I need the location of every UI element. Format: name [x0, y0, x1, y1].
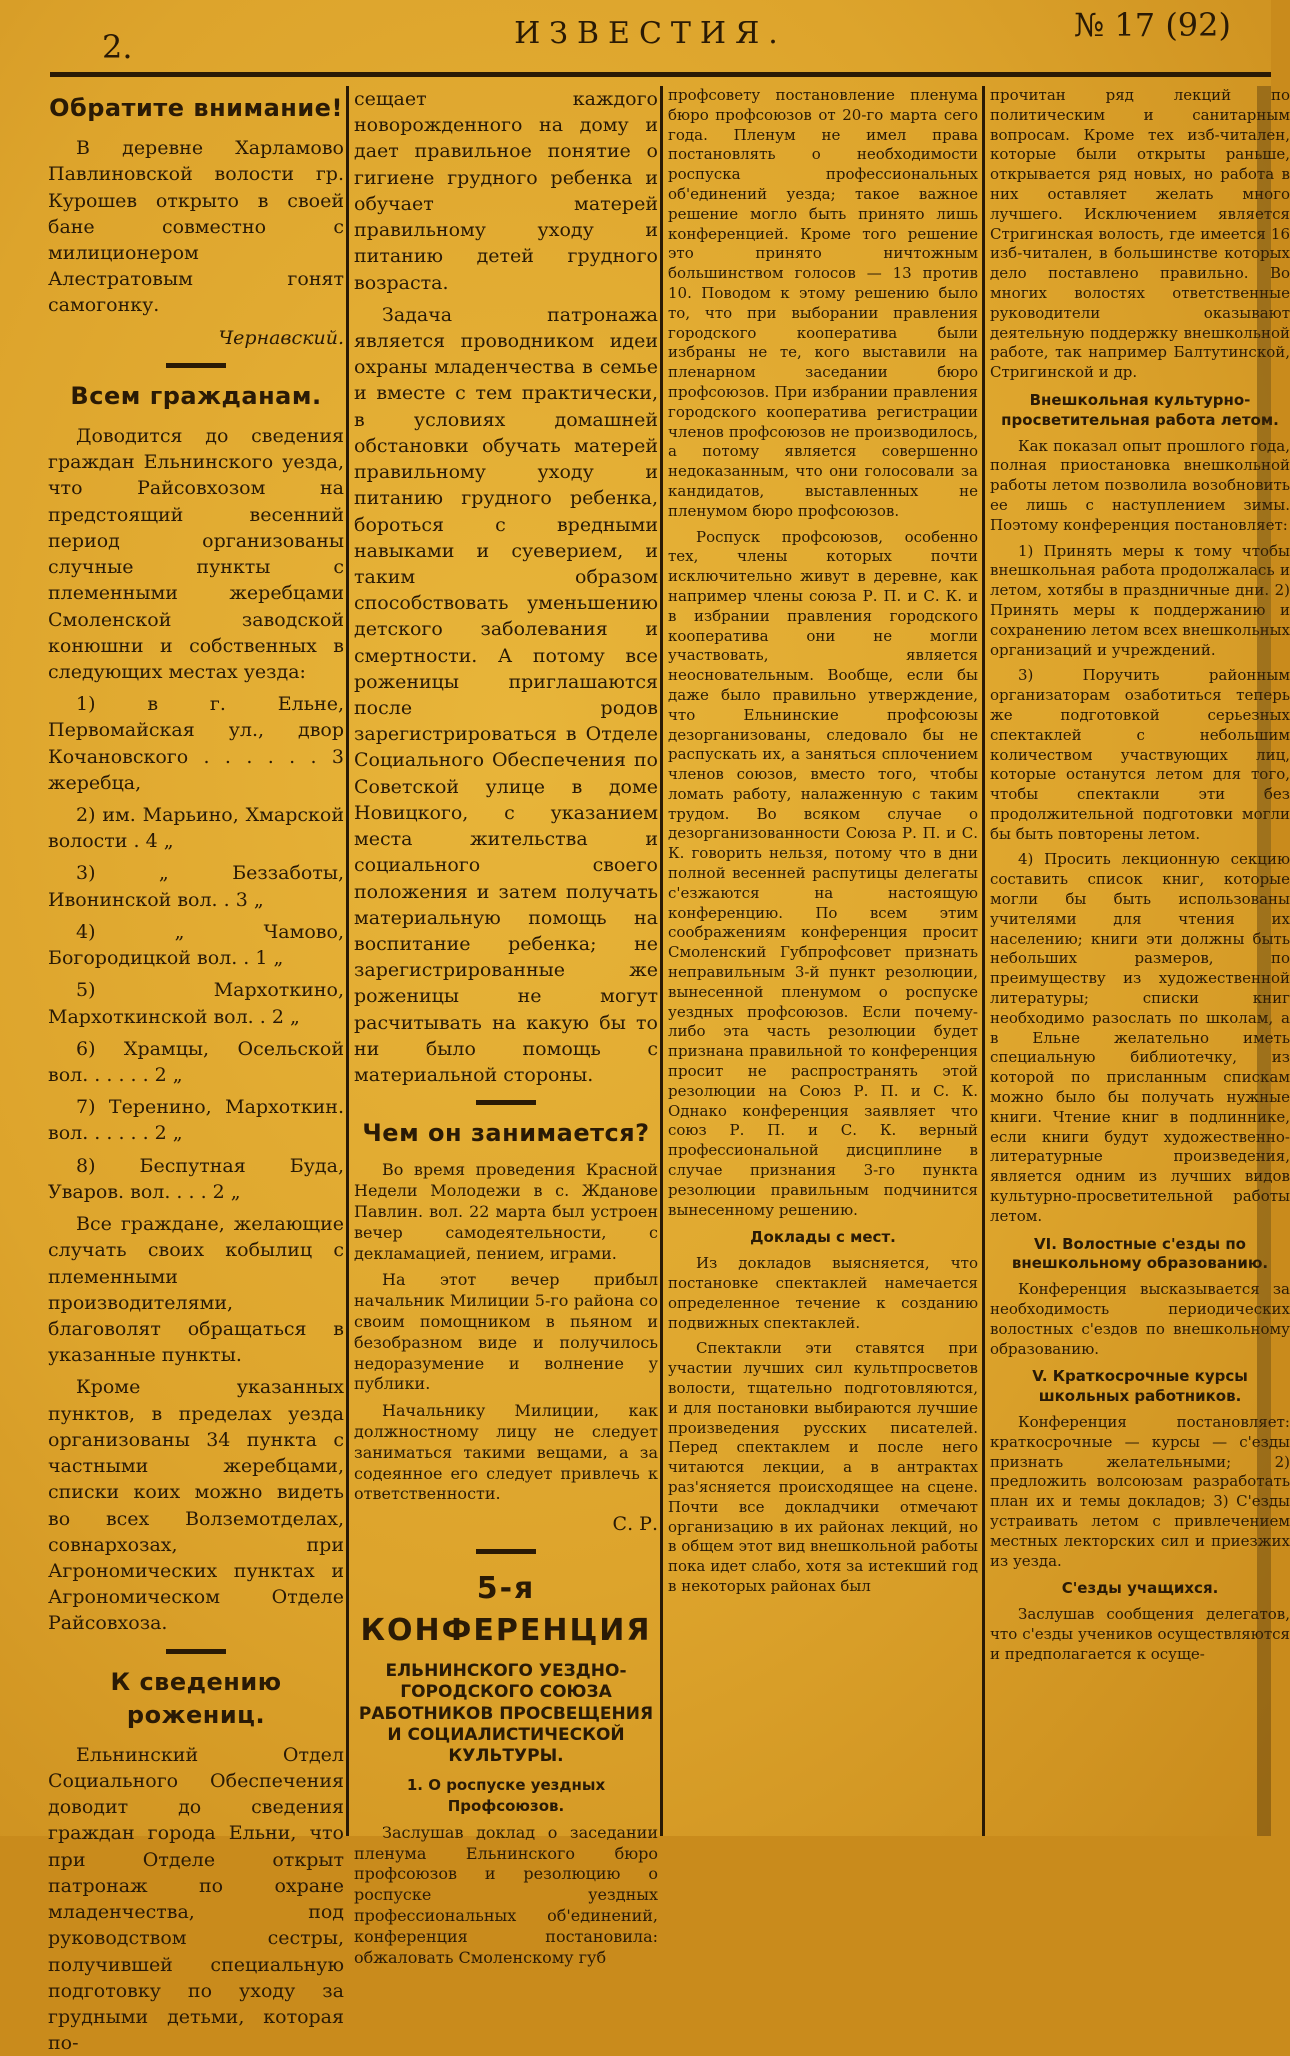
article-paragraph: Спектакли эти ставятся при участии лучших сил культпросветов волости, тщательно подготовляются, и для постановки выбираются лучшие произведения русских писателей. Перед спектаклем и после него читаются лекции, а в антрактах раз'ясняется происходящее на сцене. Почти все докладчики отмечают организацию в их районах лекций, но в общем этот вид внешкольной работы пока идет слабо, хотя за истекший год в некоторых районах был — [668, 1339, 978, 1595]
article-paragraph: Как показал опыт прошлого года, полная приостановка внешкольной работы летом позволила возобновить ее лишь с наступлением зимы. Поэтому конференция постановляет: — [990, 436, 1290, 534]
separator — [476, 1100, 536, 1105]
column-2 — [354, 86, 658, 1967]
article-paragraph: Доводится до сведения граждан Ельнинского уезда, что Райсовхозом на предстоящий весенний период организованы случные пункты с племенными жеребцами Смоленской заводской конюшни и собственных в следующих местах уезда: — [48, 424, 344, 683]
separator — [166, 363, 226, 368]
article-paragraph: 4) Просить лекционную секцию составить список книг, которые могли бы быть использованы учителями для чтения их населению; книги эти должны быть небольших размеров, по преимуществу из художественной литературы; списки книг необходимо разослать по школам, а в Ельне желательно иметь специальную библиотечку, из которой по присланным спискам можно было бы получать нужные книги. Чтение книг в подлиннике, если книги будут художественно-литературные произведения, является одним из лучших видов культурно-просветительной работы летом. — [990, 850, 1290, 1225]
article-paragraph: Конференция высказывается за необходимость периодических волостных с'ездов по внешкольному образованию. — [990, 1280, 1290, 1358]
article-paragraph: Кроме указанных пунктов, в пределах уезда организованы 34 пункта с частными жеребцами, списки коих можно видеть во всех Волземотделах, совнархозах, при Агрономических пунктах и Агрономическом Отделе Райсовхоза. — [48, 1376, 344, 1635]
article-heading: Чем он занимается? — [362, 1119, 650, 1148]
article-paragraph: сещает каждого новорожденного на дому и дает правильное понятие о гигиене грудного ребенка и обучает матерей правильному уходу и питанию детей грудного возраста. — [354, 88, 658, 294]
article-heading: Обратите внимание! — [49, 94, 343, 122]
article-paragraph: Конференция постановляет: краткосрочные — курсы — с'езды признать желательными; 2) предложить волсоюзам разработать план их и темы докладов; 3) С'езды устраивать летом с привлечением местных лекторских сил и приезжих из уезда. — [990, 1413, 1290, 1570]
column-divider — [660, 86, 663, 1836]
masthead — [40, 0, 1261, 75]
separator — [476, 1549, 536, 1554]
list-item: 8) Беспутная Буда, Уваров. вол. . . . 2 „ — [48, 1154, 344, 1203]
conference-heading: 5-я КОНФЕРЕНЦИЯ — [360, 1571, 652, 1648]
article-paragraph: 1) Принять меры к тому чтобы внешкольная работа продолжалась и летом, хотябы в праздничные дни. 2) Принять меры к поддержанию и сохранению летом всех внешкольных организаций и учреждений. — [990, 541, 1290, 659]
article-signature: С. Р. — [612, 1513, 658, 1536]
article-paragraph: Заслушав сообщения делегатов, что с'езды учеников осуществляются и предполагается к осуще- — [990, 1605, 1290, 1663]
conference-subheading: ЕЛЬНИНСКОГО УЕЗДНО-ГОРОДСКОГО СОЮЗА РАБОТНИКОВ ПРОСВЕЩЕНИЯ И СОЦИАЛИСТИЧЕСКОЙ КУЛЬТУРЫ. — [358, 1661, 654, 1767]
section-heading: VI. Волостные с'езды по внешкольному образованию. — [1011, 1234, 1269, 1273]
article-paragraph: Из докладов выясняется, что постановке спектаклей намечается определенное течение к созданию подвижных спектаклей. — [668, 1254, 978, 1332]
column-1 — [48, 86, 344, 2055]
list-item: 6) Храмцы, Осельской вол. . . . . . 2 „ — [48, 1037, 344, 1086]
article-paragraph: прочитан ряд лекций по политическим и санитарным вопросам. Кроме тех изб-читален, которые были открыты раньше, открывается ряд новых, но работа в них оставляет желать много лучшего. Исключением является Стригинская волость, где имеется 16 изб-читален, в большинстве которых дело поставлено правильно. Во многих волостях ответственные руководители оказывают деятельную поддержку внешкольной работе, так например Балтутинской, Стригинской и др. — [990, 86, 1290, 382]
separator — [166, 1649, 226, 1654]
article-paragraph: Задача патронажа является проводником идеи охраны младенчества в семье и вместе с тем практически, в условиях домашней обстановки обучать матерей правильному уходу и питанию грудного ребенка, бороться с вредными навыками и суеверием, и таким образом способствовать уменьшению детского заболевания и смертности. А потому все роженицы приглашаются после родов зарегистрироваться в Отделе Социального Обеспечения по Советской улице в доме Новицкого, с указанием места жительства и социального своего положения и затем получать материальную помощь на воспитание ребенка; не зарегистрированные же роженицы не могут расчитывать на какую бы то ни было помощь с материальной стороны. — [354, 303, 658, 1087]
page-number: 2. — [102, 28, 133, 66]
list-item: 2) им. Марьино, Хмарской волости . 4 „ — [48, 804, 344, 853]
article-signature: Чернавский. — [218, 326, 344, 349]
section-heading: 1. О роспуске уездных Профсоюзов. — [406, 1776, 606, 1816]
list-item: 1) в г. Ельне, Первомайская ул., двор Кочановского . . . . . . 3 жеребца, — [48, 693, 344, 794]
list-item: 4) „ Чамово, Богородицкой вол. . 1 „ — [48, 920, 344, 970]
section-heading: Внешкольная культурно-просветительная работа летом. — [1001, 390, 1279, 429]
article-heading: К сведению рожениц. — [110, 1667, 282, 1729]
article-heading: Всем гражданам. — [70, 381, 322, 410]
section-heading: С'езды учащихся. — [1061, 1579, 1219, 1598]
article-paragraph: 3) Поручить районным организаторам озаботиться теперь же подготовкой серьезных спектаклей с небольшим количеством участвующих лиц, которые останутся летом для того, чтобы спектакли эти без продолжительной подготовки могли бы быть повторены летом. — [990, 666, 1290, 843]
article-paragraph: Роспуск профсоюзов, особенно тех, члены которых почти исключительно живут в деревне, как например члены союза Р. П. и С. К. и в избрании правления городского кооператива они не могли участвовать, является неосновательным. Вообще, если бы даже было правильно утверждение, что Ельнинские профсоюзы дезорганизованы, следовало бы не распускать их, а заняться сплочением членов союзов, вместо того, чтобы ломать работу, налаженную с таким трудом. Во всяком случае о дезорганизованности Союза Р. П. и С. К. говорить нельзя, потому что в дни полной весенней распутицы делегаты с'езжаются на настоящую конференцию. По всем этим соображениям конференция просит Смоленский Губпрофсовет признать неправильным 3-й пункт резолюции, вынесенной пленумом о роспуске уездных профсоюзов. Если почему-либо эта часть резолюции будет признана правильной то конференция просит не распространять этой резолюции на Союз Р. П. и С. К. Однако конференция заявляет что союз Р. П. и С. К. верный профессиональной дисциплине в случае признания 3-го пункта резолюции правильным подчинится вынесенному решению. — [668, 527, 978, 1219]
article-paragraph: Начальнику Милиции, как должностному лицу не следует заниматься такими вещами, а за содеянное его следует привлечь к ответственности. — [354, 1401, 658, 1504]
column-3 — [668, 86, 978, 1836]
publication-title: ИЗВЕСТИЯ. — [514, 16, 787, 51]
article-paragraph: Во время проведения Красной Недели Молодежи в с. Жданове Павлин. вол. 22 марта был устроен вечер самодеятельности, с декламацией, пением, играми. — [354, 1160, 658, 1263]
column-divider — [982, 86, 985, 1836]
article-paragraph: Заслушав доклад о заседании пленума Ельнинского бюро профсоюзов и резолюцию о роспуске уездных профессиональных об'единений, конференция постановила: обжаловать Смоленскому губ — [354, 1822, 658, 1967]
article-paragraph: В деревне Харламово Павлиновской волости гр. Курошев открыто в своей бане совместно с милиционером Алестратовым гонят самогонку. — [48, 137, 344, 317]
article-paragraph: Ельнинский Отдел Социального Обеспечения доводит до сведения граждан города Ельни, что при Отделе открыт патронаж по охране младенчества, под руководством сестры, получившей специальную подготовку по уходу за грудными детьми, которая по- — [48, 1743, 344, 2055]
list-item: 3) „ Беззаботы, Ивонинской вол. . 3 „ — [48, 862, 344, 911]
masthead-rule — [50, 72, 1271, 77]
article-paragraph: Все граждане, желающие случать своих кобылиц с племенными производителями, благоволят обращаться в указанные пункты. — [48, 1213, 344, 1367]
page-edge-shadow — [1257, 86, 1271, 1836]
section-heading: V. Краткосрочные курсы школьных работников. — [1032, 1367, 1248, 1406]
column-4 — [990, 86, 1290, 1836]
section-heading: Доклады с мест. — [750, 1228, 896, 1247]
article-paragraph: профсовету постановление пленума бюро профсоюзов от 20-го марта сего года. Пленум не имел права постановлять о необходимости роспуска профессиональных об'единений уезда; такое важное решение могло быть принято лишь конференцией. Кроме того решение это принято ничтожным большинством голосов — 13 против 10. Поводом к этому решению было то, что при выборании правления городского кооператива были избраны не те, кого выставили на пленарном заседании бюро профсоюзов. При избрании правления городского кооператива регистрации членов профсоюзов не производилось, а потому является совершенно недоказанным, что они голосовали за кандидатов, выставленных не пленумом бюро профсоюзов. — [668, 86, 978, 520]
issue-number: № 17 (92) — [1073, 6, 1231, 44]
list-item: 7) Теренино, Мархоткин. вол. . . . . . 2 „ — [48, 1096, 344, 1145]
article-paragraph: На этот вечер прибыл начальник Милиции 5-го района со своим помощником в пьяном и безобразном виде и получилось недоразумение и волнение у публики. — [354, 1270, 658, 1394]
column-divider — [346, 86, 349, 1836]
list-item: 5) Мархоткино, Мархоткинской вол. . 2 „ — [48, 979, 344, 1028]
